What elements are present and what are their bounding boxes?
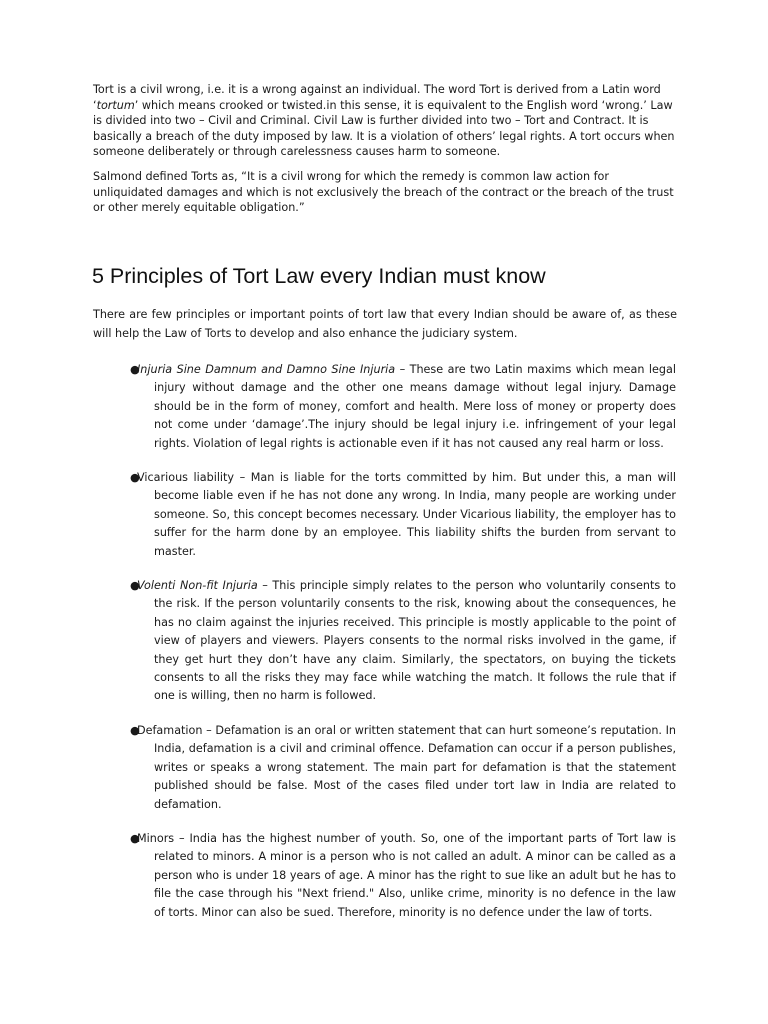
principle-item-injuria [130, 361, 676, 453]
principle-term: Vicarious liability [137, 471, 235, 484]
principle-description: – India has the highest number of youth. So, one of the important parts of Tort law is related to minors. A minor is a person who is not called an adult. A minor can be called as a person who is under 18 years of age. A minor has the right to sue like an adult but he has to file the case through his "Next friend." Also, unlike crime, minority is no defence in the law of torts. Minor can also be sued. Therefore, minority is no defence under the law of torts. [154, 832, 676, 919]
principle-description: – This principle simply relates to the person who voluntarily consents to the risk. If the person voluntarily consents to the risk, knowing about the consequences, he has no claim against the injuries received. This principle is mostly applicable to the point of view of players and viewers. Players consents to the normal risks involved in the game, if they get hurt they don’t have any claim. Similarly, the spectators, on buying the tickets consents to all the risks they may face while watching the match. It follows the rule that if one is willing, then no harm is followed. [154, 579, 676, 703]
bullet-icon: ● [130, 832, 140, 845]
principle-term: Defamation [137, 724, 203, 737]
principle-description: – Defamation is an oral or written statement that can hurt someone’s reputation. In India, defamation is a civil and criminal offence. Defamation can occur if a person publishes, writes or speaks a wrong statement. The main part for defamation is that the statement published should be false. Most of the cases filed under tort law in India are related to defamation. [154, 724, 676, 811]
intro-text-part-2: ’ which means crooked or twisted.in this sense, it is equivalent to the English word ‘wrong.’ Law is divided into two – Civil and Criminal. Civil Law is further divided into two – Tort and Contract. It is basically a breach of the duty imposed by law. It is a violation of others’ legal rights. A tort occurs when someone deliberately or through carelessness causes harm to someone. [93, 98, 675, 159]
principle-term: Volenti Non-fit Injuria [137, 579, 258, 592]
section-heading: 5 Principles of Tort Law every Indian must know [92, 264, 546, 288]
principle-item-defamation [130, 722, 676, 814]
intro-paragraph-salmond: Salmond defined Torts as, “It is a civil wrong for which the remedy is common law action for unliquidated damages and which is not exclusively the breach of the contract or the breach of the trust or other merely equitable obligation.” [93, 170, 674, 215]
section-lead-paragraph: There are few principles or important points of tort law that every Indian should be aware of, as these will help the Law of Torts to develop and also enhance the judiciary system. [93, 308, 677, 340]
principle-description: – Man is liable for the torts committed by him. But under this, a man will become liable even if he has not done any wrong. In India, many people are working under someone. So, this concept becomes necessary. Under Vicarious liability, the employer has to suffer for the harm done by an employee. This liability shifts the burden from servant to master. [154, 471, 677, 558]
principle-item-volenti [130, 577, 676, 706]
intro-paragraph-tort-definition [93, 82, 677, 160]
principle-term: Injuria Sine Damnum and Damno Sine Injuria [137, 363, 396, 376]
bullet-icon: ● [130, 724, 140, 737]
principle-item-vicarious-liability [130, 469, 676, 561]
intro-text-part-1: Tort is a civil wrong, i.e. it is a wrong against an individual. The word Tort is derived from a Latin word ‘ [93, 83, 661, 112]
intro-latin-term: tortum [96, 98, 135, 112]
principle-description: – These are two Latin maxims which mean legal injury without damage and the other one means damage without legal injury. Damage should be in the form of money, comfort and health. Mere loss of money or property does not come under ‘damage’.The injury should be legal injury i.e. infringement of your legal rights. Violation of legal rights is actionable even if it has not caused any real harm or loss. [154, 363, 676, 450]
bullet-icon: ● [130, 579, 140, 592]
bullet-icon: ● [130, 471, 140, 484]
principle-term: Minors [137, 832, 175, 845]
principle-item-minors [130, 830, 676, 922]
bullet-icon: ● [130, 363, 140, 376]
